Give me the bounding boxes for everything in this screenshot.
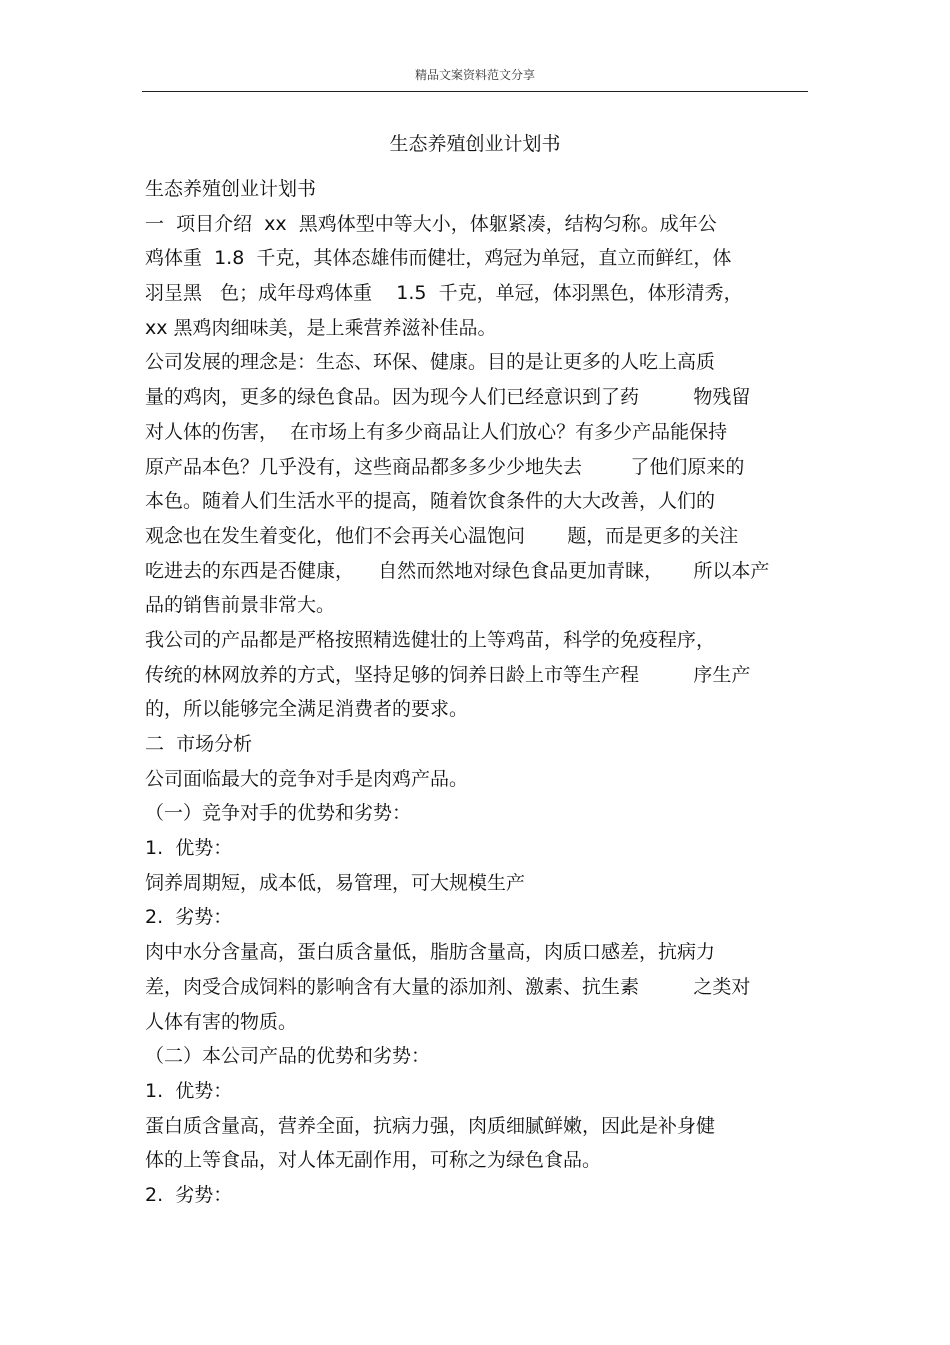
body-line: 对人体的伤害， 在市场上有多少商品让人们放心？有多少产品能保持: [145, 420, 728, 443]
subsection-heading: （一）竞争对手的优势和劣势：: [145, 802, 412, 825]
body-line: xx 黑鸡肉细味美，是上乘营养滋补佳品。: [145, 316, 497, 339]
body-line: 差，肉受合成饲料的影响含有大量的添加剂、激素、抗生素 之类对: [145, 975, 751, 998]
list-label: 1. 优势：: [145, 1079, 233, 1102]
document-title: 生态养殖创业计划书: [389, 133, 561, 155]
document-body: [145, 172, 825, 1213]
page-header-text: 精品文案资料范文分享: [414, 68, 535, 82]
body-line: 人体有害的物质。: [145, 1010, 298, 1033]
body-line: 原产品本色？几乎没有，这些商品都多多少少地失去 了他们原来的: [145, 455, 745, 478]
body-line: 鸡体重 1.8 千克，其体态雄伟而健壮，鸡冠为单冠，直立而鲜红，体: [145, 247, 732, 270]
body-line: 品的销售前景非常大。: [145, 594, 336, 617]
body-line: 饲养周期短，成本低，易管理，可大规模生产: [145, 871, 526, 894]
body-line: 传统的林网放养的方式，坚持足够的饲养日龄上市等生产程 序生产: [145, 663, 751, 686]
body-line: 体的上等食品，对人体无副作用，可称之为绿色食品。: [145, 1149, 602, 1172]
list-label: 1. 优势：: [145, 837, 233, 860]
body-line: 吃进去的东西是否健康， 自然而然地对绿色食品更加青睐， 所以本产: [145, 559, 770, 582]
body-line: 蛋白质含量高，营养全面，抗病力强，肉质细腻鲜嫩，因此是补身健: [145, 1114, 716, 1137]
body-line: 一 项目介绍 xx 黑鸡体型中等大小，体躯紧凑，结构匀称。成年公: [145, 212, 717, 235]
body-line: 我公司的产品都是严格按照精选健壮的上等鸡苗，科学的免疫程序，: [145, 628, 716, 651]
body-line: 本色。随着人们生活水平的提高，随着饮食条件的大大改善，人们的: [145, 490, 716, 513]
body-line: 的，所以能够完全满足消费者的要求。: [145, 698, 469, 721]
body-line: 生态养殖创业计划书: [145, 178, 317, 200]
body-line: 羽呈黑 色；成年母鸡体重 1.5 千克，单冠，体羽黑色，体形清秀，: [145, 282, 743, 305]
body-line: 观念也在发生着变化，他们不会再关心温饱问 题，而是更多的关注: [145, 524, 739, 547]
body-line: 肉中水分含量高，蛋白质含量低，脂肪含量高，肉质口感差，抗病力: [145, 941, 716, 964]
list-label: 2. 劣势：: [145, 906, 233, 929]
body-line: 公司发展的理念是：生态、环保、健康。目的是让更多的人吃上高质: [145, 351, 716, 374]
list-label: 2. 劣势：: [145, 1183, 233, 1206]
body-line: 公司面临最大的竞争对手是肉鸡产品。: [145, 767, 469, 790]
section-heading: 二 市场分析: [145, 733, 253, 755]
subsection-heading: （二）本公司产品的优势和劣势：: [145, 1045, 431, 1068]
header-divider: [142, 91, 808, 92]
body-line: 量的鸡肉，更多的绿色食品。因为现今人们已经意识到了药 物残留: [145, 386, 751, 409]
